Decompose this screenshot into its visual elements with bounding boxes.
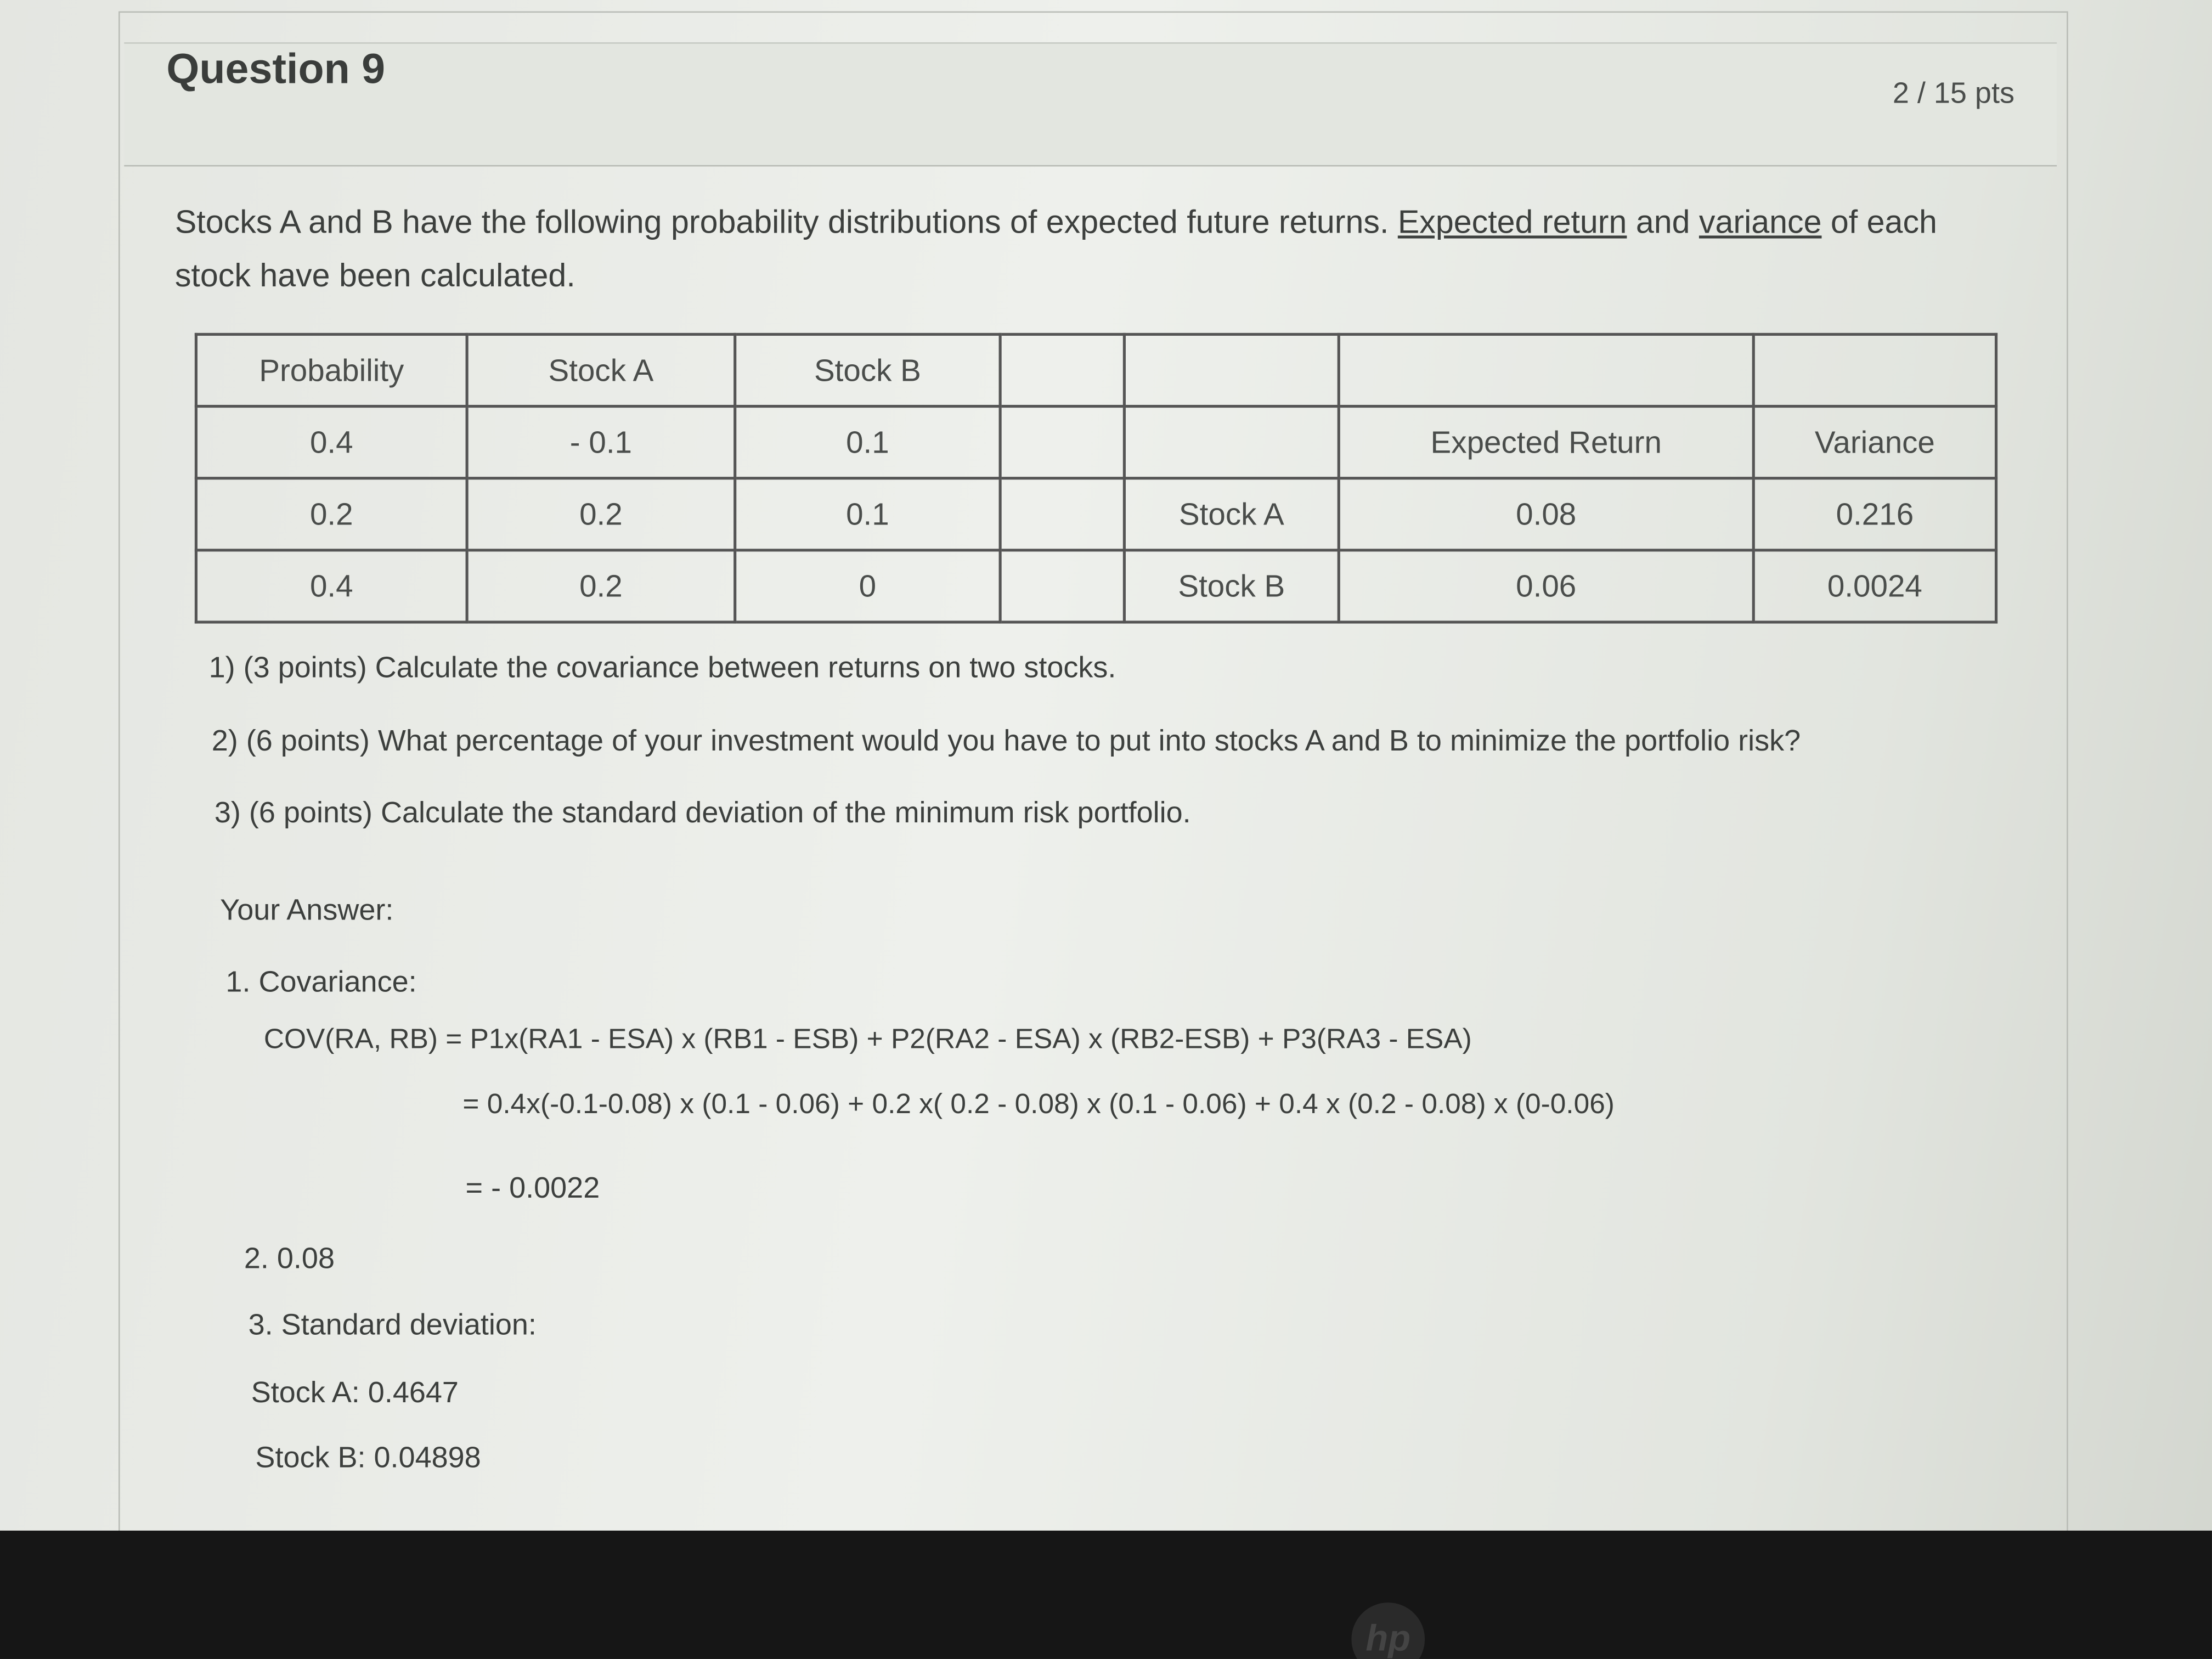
hp-logo: hp: [1351, 1602, 1425, 1659]
question-header: [124, 42, 2057, 166]
expected-return-link[interactable]: Expected return: [1397, 203, 1627, 240]
subquestion-1: 1) (3 points) Calculate the covariance between returns on two stocks.: [208, 651, 1116, 685]
table-header-row: Probability Stock A Stock B: [196, 334, 1996, 406]
subquestion-3: 3) (6 points) Calculate the standard deviation of the minimum risk portfolio.: [214, 797, 1191, 830]
question-points: 2 / 15 pts: [1892, 77, 2015, 110]
question-intro: Stocks A and B have the following probability distributions of expected future returns. Expected return and variance of each stock have been calculated.: [174, 203, 1937, 294]
table-row: 0.4 0.2 0 Stock B 0.06 0.0024: [196, 550, 1996, 622]
covariance-substitution: = 0.4x(-0.1-0.08) x (0.1 - 0.06) + 0.2 x( 0.2 - 0.08) x (0.1 - 0.06) + 0.4 x (0.2 - 0.08) x (0-0.06): [462, 1089, 1615, 1120]
covariance-result: = - 0.0022: [465, 1172, 600, 1205]
distribution-table: [195, 333, 1997, 624]
variance-link[interactable]: variance: [1699, 203, 1822, 240]
answer-2: 2. 0.08: [244, 1243, 335, 1276]
std-dev-label: 3. Standard deviation:: [248, 1309, 537, 1342]
subquestion-2: 2) (6 points) What percentage of your investment would you have to put into stocks A and B to minimize the portfolio risk?: [211, 725, 1801, 758]
your-answer-label: Your Answer:: [220, 894, 394, 927]
table-row: 0.4 - 0.1 0.1 Expected Return Variance: [196, 407, 1996, 478]
monitor-bezel: [0, 1531, 2212, 1659]
table-row: 0.2 0.2 0.1 Stock A 0.08 0.216: [196, 478, 1996, 550]
stock-b-std: Stock B: 0.04898: [255, 1441, 481, 1475]
question-title: Question 9: [166, 46, 386, 93]
stock-a-std: Stock A: 0.4647: [251, 1376, 459, 1409]
covariance-label: 1. Covariance:: [225, 966, 417, 999]
covariance-formula: COV(RA, RB) = P1x(RA1 - ESA) x (RB1 - ESB) + P2(RA2 - ESA) x (RB2-ESB) + P3(RA3 - ESA): [263, 1024, 1472, 1056]
